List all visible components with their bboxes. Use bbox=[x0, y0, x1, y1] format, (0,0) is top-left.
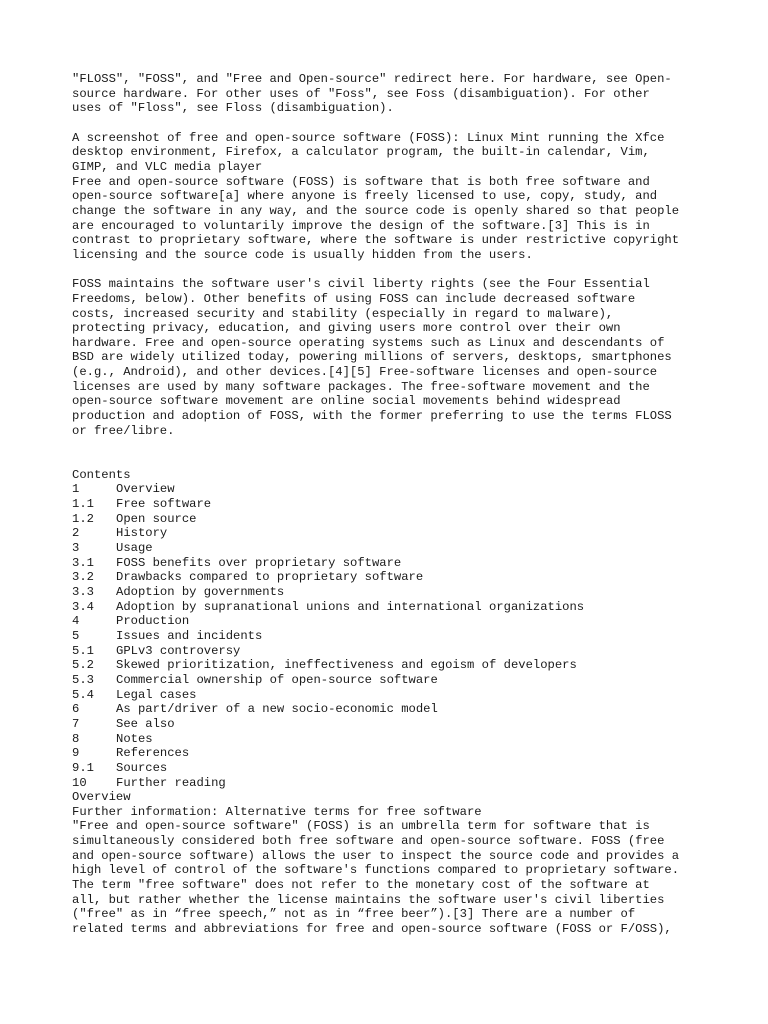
toc-item[interactable] bbox=[72, 629, 712, 644]
spacer bbox=[72, 263, 712, 278]
paragraph-line: and open-source software) allows the user to inspect the source code and provides a bbox=[72, 848, 680, 863]
toc-item-title[interactable]: Overview bbox=[116, 482, 175, 497]
toc-item[interactable] bbox=[72, 746, 712, 761]
paragraph-line: contrast to proprietary software, where the software is under restrictive copyright bbox=[72, 233, 680, 248]
spacer bbox=[72, 438, 712, 453]
toc-item-number: 6 bbox=[72, 702, 80, 717]
paragraph-line: high level of control of the software's functions compared to proprietary software. bbox=[72, 863, 680, 878]
toc-item-number: 5.4 bbox=[72, 687, 94, 702]
hatnote-line: source hardware. For other uses of "Foss", see Foss (disambiguation). For other bbox=[72, 86, 650, 101]
paragraph-line: FOSS maintains the software user's civil liberty rights (see the Four Essential bbox=[72, 277, 650, 292]
second-paragraph bbox=[72, 277, 712, 438]
paragraph-line: change the software in any way, and the source code is openly shared so that people bbox=[72, 203, 680, 218]
overview-section bbox=[72, 790, 712, 937]
toc-item-number: 1.1 bbox=[72, 497, 94, 512]
section-heading-overview: Overview bbox=[72, 790, 131, 805]
toc-item[interactable] bbox=[72, 541, 712, 556]
toc-item-number: 9 bbox=[72, 746, 80, 761]
paragraph-line: related terms and abbreviations for free and open-source software (FOSS or F/OSS), bbox=[72, 922, 672, 937]
image-caption bbox=[72, 131, 712, 175]
toc-item[interactable] bbox=[72, 702, 712, 717]
toc-item-number: 5 bbox=[72, 628, 80, 643]
toc-item-title[interactable]: Notes bbox=[116, 731, 153, 746]
paragraph-line: licensing and the source code is usually hidden from the users. bbox=[72, 247, 533, 262]
paragraph-line: open-source software[a] where anyone is freely licensed to use, copy, study, and bbox=[72, 189, 658, 204]
paragraph-line: or free/libre. bbox=[72, 423, 175, 438]
toc-item-number: 3.1 bbox=[72, 555, 94, 570]
toc-item-title[interactable]: See also bbox=[116, 716, 175, 731]
toc-item-title[interactable]: Free software bbox=[116, 497, 212, 512]
toc-item-title[interactable]: Commercial ownership of open-source software bbox=[116, 672, 438, 687]
toc-item-title[interactable]: Further reading bbox=[116, 775, 226, 790]
toc-item-title[interactable]: Usage bbox=[116, 541, 153, 555]
paragraph-line: (e.g., Android), and other devices.[4][5] Free-software licenses and open-source bbox=[72, 365, 658, 380]
toc-item-number: 9.1 bbox=[72, 760, 94, 775]
caption-line: desktop environment, Firefox, a calculator program, the built-in calendar, Vim, bbox=[72, 145, 650, 160]
paragraph-line: costs, increased security and stability (especially in regard to malware), bbox=[72, 306, 614, 321]
toc-item-title[interactable]: FOSS benefits over proprietary software bbox=[116, 555, 402, 570]
toc-item[interactable] bbox=[72, 585, 712, 600]
toc-item-title[interactable]: Drawbacks compared to proprietary software bbox=[116, 570, 424, 585]
toc-item-number: 5.1 bbox=[72, 643, 94, 658]
document-page bbox=[72, 72, 712, 937]
paragraph-line: hardware. Free and open-source operating systems such as Linux and descendants of bbox=[72, 335, 665, 350]
hatnote bbox=[72, 72, 712, 116]
toc-item[interactable] bbox=[72, 556, 712, 571]
toc-item-title[interactable]: Skewed prioritization, ineffectiveness and egoism of developers bbox=[116, 658, 577, 673]
paragraph-line: all, but rather whether the license maintains the software user's civil liberties bbox=[72, 892, 665, 907]
paragraph-line: The term "free software" does not refer to the monetary cost of the software at bbox=[72, 878, 650, 893]
toc-item-number: 1 bbox=[72, 482, 80, 497]
toc-item-number: 1.2 bbox=[72, 511, 94, 526]
toc-item-title[interactable]: As part/driver of a new socio-economic model bbox=[116, 702, 438, 717]
toc-item-title[interactable]: Open source bbox=[116, 511, 197, 526]
toc-item[interactable] bbox=[72, 512, 712, 527]
spacer bbox=[72, 116, 712, 131]
hatnote-line: "FLOSS", "FOSS", and "Free and Open-source" redirect here. For hardware, see Open- bbox=[72, 72, 672, 86]
paragraph-line: licenses are used by many software packages. The free-software movement and the bbox=[72, 379, 650, 394]
toc-item-number: 5.3 bbox=[72, 672, 94, 687]
toc-item-number: 3.3 bbox=[72, 584, 94, 599]
caption-line: GIMP, and VLC media player bbox=[72, 159, 263, 174]
toc-item[interactable] bbox=[72, 497, 712, 512]
table-of-contents bbox=[72, 468, 712, 790]
paragraph-line: ("free" as in “free speech,” not as in “free beer”).[3] There are a number of bbox=[72, 907, 636, 922]
toc-item-number: 4 bbox=[72, 614, 80, 629]
intro-paragraph bbox=[72, 175, 712, 263]
toc-item-title[interactable]: References bbox=[116, 746, 190, 761]
toc-item-title[interactable]: Production bbox=[116, 614, 190, 629]
paragraph-line: Free and open-source software (FOSS) is software that is both free software and bbox=[72, 174, 650, 189]
contents-list bbox=[72, 482, 712, 790]
paragraph-line: simultaneously considered both free software and open-source software. FOSS (free bbox=[72, 834, 665, 849]
toc-item[interactable] bbox=[72, 482, 712, 497]
toc-item-title[interactable]: Sources bbox=[116, 760, 168, 775]
paragraph-line: protecting privacy, education, and giving users more control over their own bbox=[72, 321, 621, 336]
paragraph-line: are encouraged to voluntarily improve the design of the software.[3] This is in bbox=[72, 218, 650, 233]
toc-item-number: 3 bbox=[72, 541, 80, 555]
toc-item[interactable] bbox=[72, 526, 712, 541]
toc-item[interactable] bbox=[72, 732, 712, 747]
toc-item[interactable] bbox=[72, 644, 712, 659]
paragraph-line: production and adoption of FOSS, with the former preferring to use the terms FLOSS bbox=[72, 409, 672, 424]
toc-item[interactable] bbox=[72, 717, 712, 732]
toc-item[interactable] bbox=[72, 600, 712, 615]
toc-item-number: 3.2 bbox=[72, 570, 94, 585]
toc-item-title[interactable]: Adoption by governments bbox=[116, 584, 285, 599]
toc-item-number: 7 bbox=[72, 716, 80, 731]
toc-item-title[interactable]: GPLv3 controversy bbox=[116, 643, 241, 658]
toc-item-title[interactable]: Issues and incidents bbox=[116, 628, 263, 643]
toc-item-number: 10 bbox=[72, 775, 87, 790]
toc-item-title[interactable]: Adoption by supranational unions and international organizations bbox=[116, 599, 585, 614]
caption-line: A screenshot of free and open-source software (FOSS): Linux Mint running the Xfce bbox=[72, 130, 665, 145]
toc-item-title[interactable]: Legal cases bbox=[116, 687, 197, 702]
contents-heading: Contents bbox=[72, 467, 131, 482]
toc-item-number: 8 bbox=[72, 731, 80, 746]
paragraph-line: BSD are widely utilized today, powering millions of servers, desktops, smartphones bbox=[72, 350, 672, 365]
toc-item[interactable] bbox=[72, 614, 712, 629]
toc-item[interactable] bbox=[72, 776, 712, 791]
toc-item-title[interactable]: History bbox=[116, 526, 168, 541]
toc-item[interactable] bbox=[72, 688, 712, 703]
toc-item[interactable] bbox=[72, 673, 712, 688]
toc-item-number: 3.4 bbox=[72, 599, 94, 614]
paragraph-line: open-source software movement are online social movements behind widespread bbox=[72, 394, 621, 409]
further-information-note[interactable]: Further information: Alternative terms for free software bbox=[72, 804, 482, 819]
hatnote-line: uses of "Floss", see Floss (disambiguation). bbox=[72, 101, 394, 116]
toc-item[interactable] bbox=[72, 570, 712, 585]
paragraph-line: Freedoms, below). Other benefits of using FOSS can include decreased software bbox=[72, 291, 636, 306]
spacer bbox=[72, 453, 712, 468]
paragraph-line: "Free and open-source software" (FOSS) is an umbrella term for software that is bbox=[72, 819, 650, 834]
toc-item-number: 5.2 bbox=[72, 658, 94, 673]
toc-item[interactable] bbox=[72, 658, 712, 673]
toc-item[interactable] bbox=[72, 761, 712, 776]
toc-item-number: 2 bbox=[72, 526, 80, 541]
